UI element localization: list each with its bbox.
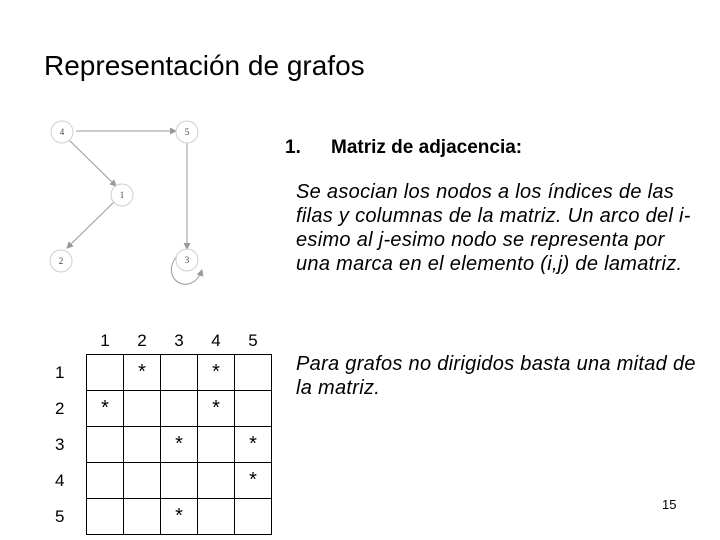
matrix-cell <box>235 355 272 391</box>
matrix-cell <box>198 499 235 535</box>
matrix-cell <box>87 463 124 499</box>
matrix-row <box>50 499 272 535</box>
adjacency-matrix <box>50 316 272 535</box>
paragraph-description: Se asocian los nodos a los índices de las filas y columnas de la matriz. Un arco del i-esimo al j-esimo nodo se representa por una marca en el elemento (i,j) de lamatriz. <box>296 181 691 275</box>
node-label-2: 2 <box>58 256 64 266</box>
page-number: 15 <box>662 497 677 512</box>
matrix-corner <box>50 316 87 355</box>
matrix-row <box>50 427 272 463</box>
matrix-cell <box>235 391 272 427</box>
row-header: 5 <box>55 506 65 526</box>
matrix-cell <box>124 427 161 463</box>
matrix-row <box>50 355 272 391</box>
node-label-4: 4 <box>59 127 65 137</box>
matrix-cell <box>161 391 198 427</box>
matrix-cell <box>87 499 124 535</box>
matrix-cell <box>161 355 198 391</box>
directed-graph-diagram <box>40 110 220 310</box>
matrix-cell <box>124 391 161 427</box>
matrix-row <box>50 391 272 427</box>
matrix-cell <box>87 427 124 463</box>
matrix-cell <box>235 499 272 535</box>
matrix-cell: * <box>161 427 198 463</box>
slide-title: Representación de grafos <box>44 50 365 81</box>
matrix-cell <box>124 499 161 535</box>
col-header: 5 <box>248 331 258 350</box>
matrix-header-row <box>50 316 272 355</box>
edge-4-1 <box>68 139 116 186</box>
node-label-5: 5 <box>184 127 190 137</box>
matrix-cell <box>87 355 124 391</box>
section-heading <box>285 137 522 159</box>
matrix-cell <box>198 427 235 463</box>
col-header: 1 <box>100 331 110 350</box>
matrix-cell: * <box>235 427 272 463</box>
matrix-cell: * <box>87 391 124 427</box>
section-number: 1. <box>285 137 301 158</box>
node-label-3: 3 <box>184 255 190 265</box>
matrix-cell <box>198 463 235 499</box>
matrix-cell: * <box>124 355 161 391</box>
col-header: 2 <box>137 331 147 350</box>
matrix-cell: * <box>235 463 272 499</box>
row-header: 1 <box>55 362 65 382</box>
matrix-cell <box>124 463 161 499</box>
edge-1-2 <box>67 202 114 248</box>
matrix-row <box>50 463 272 499</box>
matrix-cell: * <box>161 499 198 535</box>
row-header: 2 <box>55 398 65 418</box>
row-header: 3 <box>55 434 65 454</box>
matrix-cell: * <box>198 391 235 427</box>
paragraph-undirected-note: Para grafos no dirigidos basta una mitad de la matriz. <box>296 353 696 399</box>
node-label-1: 1 <box>119 190 125 200</box>
section-heading-text: Matriz de adjacencia: <box>331 137 523 158</box>
matrix-cell <box>161 463 198 499</box>
col-header: 3 <box>174 331 184 350</box>
row-header: 4 <box>55 470 65 490</box>
col-header: 4 <box>211 331 221 350</box>
matrix-cell: * <box>198 355 235 391</box>
